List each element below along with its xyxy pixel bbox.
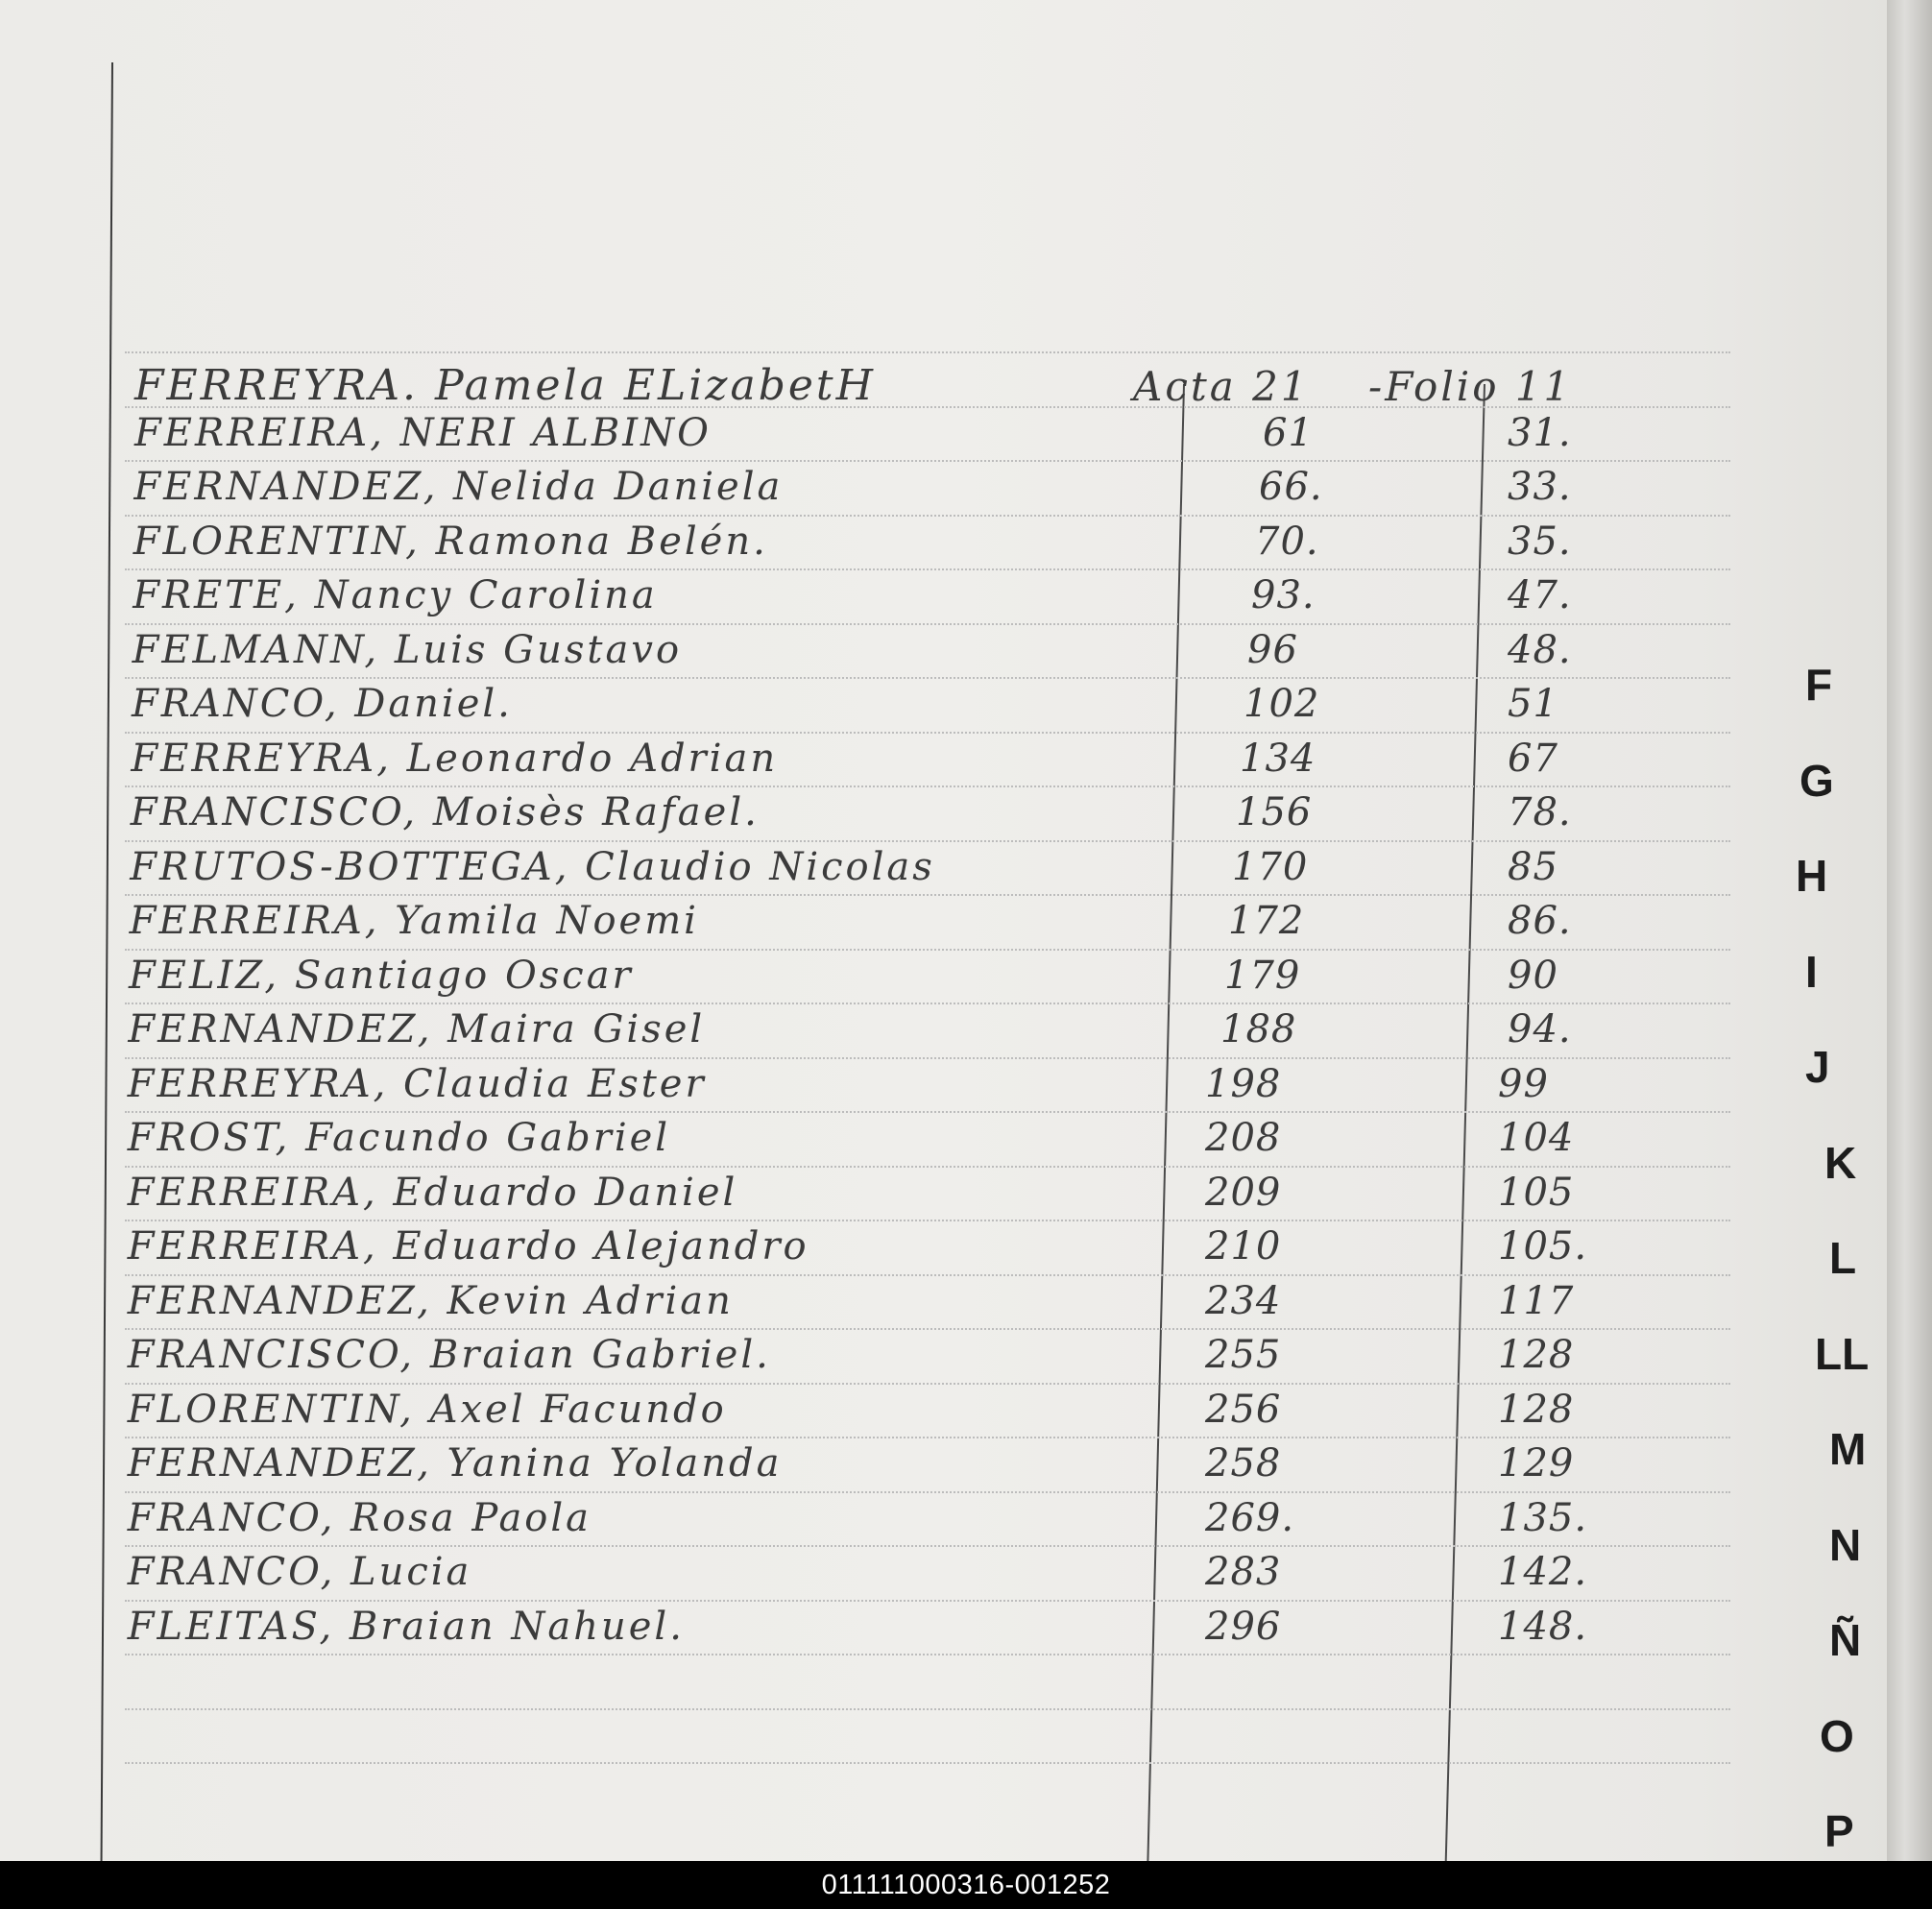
ruled-line	[125, 460, 1730, 462]
ruled-line	[125, 1600, 1730, 1602]
entry-name: FELIZ, Santiago Oscar	[129, 953, 634, 998]
folio-column-line	[1445, 384, 1485, 1861]
entry-folio-number: 129	[1498, 1441, 1575, 1486]
index-tab-letter: L	[1829, 1233, 1857, 1283]
entry-name: FERREIRA, Eduardo Daniel	[127, 1170, 738, 1215]
entry-acta-number: 66.	[1259, 465, 1323, 509]
entry-folio-number: 142.	[1498, 1550, 1588, 1594]
entry-acta-number: 96	[1247, 627, 1298, 672]
entry-acta-number: 198	[1205, 1061, 1282, 1106]
entry-acta-number: 234	[1205, 1278, 1282, 1323]
ruled-line	[125, 1654, 1730, 1655]
entry-acta-number: 210	[1205, 1224, 1282, 1269]
header-folio-label: -Folio 11	[1368, 363, 1573, 410]
entry-folio-number: 31.	[1508, 410, 1572, 455]
entry-name: FRANCO, Rosa Paola	[127, 1495, 592, 1540]
entry-name: FRETE, Nancy Carolina	[133, 573, 658, 617]
entry-folio-number: 86.	[1508, 899, 1572, 943]
entry-folio-number: 85	[1508, 844, 1558, 889]
index-tab-letter: G	[1799, 755, 1834, 806]
index-tab-letter: K	[1824, 1137, 1857, 1188]
index-tab-letter: LL	[1815, 1328, 1870, 1379]
entry-acta-number: 188	[1220, 1007, 1297, 1051]
entry-acta-number: 208	[1205, 1116, 1282, 1160]
ruled-line	[125, 949, 1730, 951]
entry-name: FRANCISCO, Braian Gabriel.	[127, 1333, 771, 1377]
entry-folio-number: 90	[1508, 953, 1558, 998]
entry-folio-number: 99	[1498, 1061, 1549, 1106]
entry-acta-number: 134	[1240, 736, 1316, 781]
footer-code: 011111000316-001252	[821, 1869, 1111, 1900]
ruled-line	[125, 894, 1730, 896]
entry-acta-number: 209	[1205, 1170, 1282, 1215]
index-tab-letter: N	[1829, 1519, 1862, 1570]
ruled-line	[125, 840, 1730, 842]
header-acta-label: Acta 21	[1133, 363, 1310, 410]
entry-folio-number: 117	[1498, 1278, 1575, 1323]
entry-acta-number: 283	[1205, 1550, 1282, 1594]
entry-folio-number: 48.	[1508, 627, 1572, 672]
ruled-line	[125, 1220, 1730, 1221]
index-tab-letter: P	[1824, 1806, 1854, 1856]
entry-acta-number: 296	[1205, 1604, 1282, 1649]
entry-acta-number: 255	[1205, 1333, 1282, 1377]
index-tab-letter: O	[1820, 1710, 1854, 1761]
ruled-line	[125, 677, 1730, 679]
ruled-line	[125, 1437, 1730, 1438]
ruled-line	[125, 351, 1730, 353]
entry-folio-number: 105	[1498, 1170, 1575, 1215]
ruled-line	[125, 785, 1730, 787]
entry-name: FLORENTIN, Ramona Belén.	[133, 519, 768, 564]
index-tab-letter: F	[1805, 660, 1833, 710]
ruled-line	[125, 732, 1730, 734]
entry-folio-number: 35.	[1508, 519, 1572, 564]
entry-acta-number: 179	[1224, 953, 1301, 998]
ruled-line	[125, 1383, 1730, 1385]
entry-acta-number: 170	[1232, 844, 1309, 889]
entry-acta-number: 70.	[1255, 519, 1319, 564]
footer-code-bar	[0, 1861, 1932, 1909]
ruled-line	[125, 1545, 1730, 1547]
entry-name: FRANCO, Lucia	[127, 1550, 472, 1594]
entry-name: FERREYRA, Claudia Ester	[127, 1061, 707, 1106]
index-tab-letter: J	[1805, 1042, 1830, 1092]
ruled-line	[125, 1057, 1730, 1059]
index-tab-letter: Ñ	[1829, 1615, 1862, 1665]
entry-acta-number: 256	[1205, 1387, 1282, 1432]
ruled-line	[125, 1762, 1730, 1764]
entry-acta-number: 258	[1205, 1441, 1282, 1486]
entry-folio-number: 104	[1498, 1116, 1575, 1160]
entry-name: FRANCO, Daniel.	[132, 682, 513, 726]
entry-folio-number: 94.	[1508, 1007, 1572, 1051]
margin-line	[101, 62, 113, 1861]
entry-folio-number: 105.	[1498, 1224, 1588, 1269]
ruled-line	[125, 515, 1730, 517]
index-tab-letter: I	[1805, 946, 1818, 997]
page-edge	[1887, 0, 1932, 1861]
entry-acta-number: 269.	[1205, 1495, 1295, 1540]
ruled-line	[125, 1708, 1730, 1710]
entry-folio-number: 33.	[1508, 465, 1572, 509]
entry-name: FERREIRA, NERI ALBINO	[134, 410, 712, 455]
entry-acta-number: 102	[1244, 682, 1320, 726]
entry-name: FELMANN, Luis Gustavo	[132, 627, 683, 672]
entry-name: FERNANDEZ, Nelida Daniela	[133, 465, 784, 509]
ruled-line	[125, 568, 1730, 570]
entry-name: FERNANDEZ, Maira Gisel	[128, 1007, 706, 1051]
acta-column-line	[1147, 384, 1185, 1861]
entry-name: FRUTOS-BOTTEGA, Claudio Nicolas	[130, 844, 935, 889]
ruled-line	[125, 1491, 1730, 1493]
ruled-line	[125, 1003, 1730, 1004]
entry-acta-number: 172	[1228, 899, 1305, 943]
ruled-line	[125, 1328, 1730, 1330]
ruled-line	[125, 1111, 1730, 1113]
index-tab-letter: H	[1796, 851, 1828, 901]
entry-folio-number: 128	[1498, 1333, 1575, 1377]
entry-acta-number: 93.	[1251, 573, 1316, 617]
entry-name: FERREYRA, Leonardo Adrian	[131, 736, 779, 781]
entry-folio-number: 78.	[1508, 790, 1572, 834]
entry-folio-number: 67	[1508, 736, 1558, 781]
entry-name: FERREIRA, Yamila Noemi	[129, 899, 699, 943]
entry-folio-number: 135.	[1498, 1495, 1588, 1540]
entry-name: FROST, Facundo Gabriel	[127, 1116, 671, 1160]
entry-folio-number: 148.	[1498, 1604, 1588, 1649]
entry-name: FERNANDEZ, Kevin Adrian	[127, 1278, 734, 1323]
header-name: FERREYRA. Pamela ELizabetH	[134, 361, 876, 410]
ruled-line	[125, 1274, 1730, 1276]
ruled-line	[125, 623, 1730, 625]
ruled-line	[125, 1166, 1730, 1168]
entry-name: FLEITAS, Braian Nahuel.	[127, 1604, 685, 1649]
entry-acta-number: 156	[1236, 790, 1313, 834]
entry-folio-number: 47.	[1508, 573, 1572, 617]
entry-name: FERREIRA, Eduardo Alejandro	[127, 1224, 809, 1269]
entry-folio-number: 51	[1508, 682, 1558, 726]
entry-acta-number: 61	[1263, 410, 1314, 455]
entry-folio-number: 128	[1498, 1387, 1575, 1432]
entry-name: FRANCISCO, Moisès Rafael.	[130, 790, 760, 834]
entry-name: FLORENTIN, Axel Facundo	[127, 1387, 727, 1432]
index-tab-letter: M	[1829, 1424, 1867, 1474]
entry-name: FERNANDEZ, Yanina Yolanda	[127, 1441, 783, 1486]
